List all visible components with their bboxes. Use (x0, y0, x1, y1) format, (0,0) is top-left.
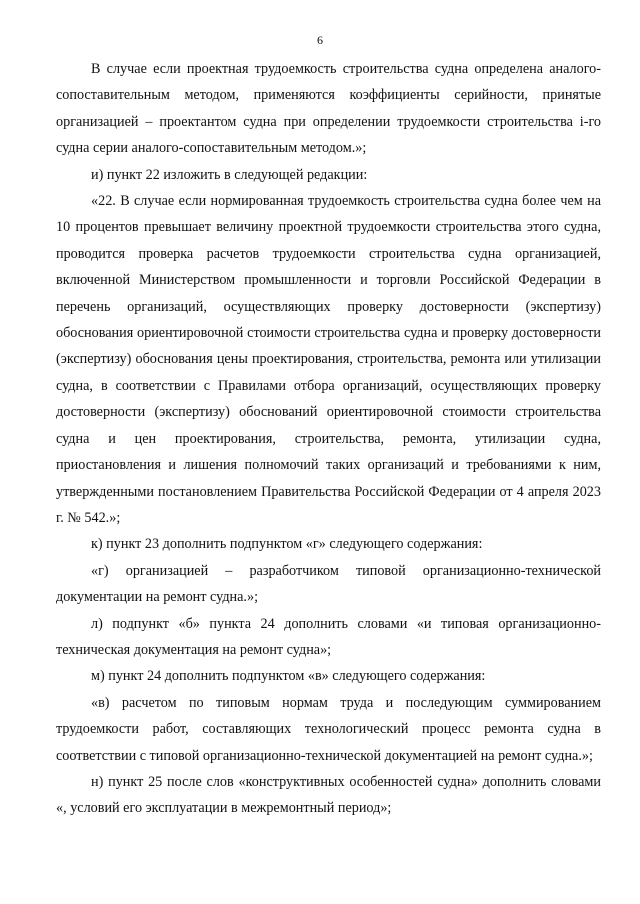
paragraph-seriality-coefficients: В случае если проектная трудоемкость строительства судна определена аналого-сопоставительным методом, применяются коэффициенты серийности, принятые организацией – проектантом судна при определении трудоемкости строительства i-го судна серии аналого-сопоставительным методом.»; (56, 61, 601, 157)
document-body (56, 56, 601, 822)
paragraph-subpoint-g: «г) организацией – разработчиком типовой организационно-технической документации на ремонт судна.»; (56, 562, 601, 606)
paragraph-item-m: м) пункт 24 дополнить подпунктом «в» следующего содержания: (91, 668, 486, 685)
paragraph-subpoint-v: «в) расчетом по типовым нормам труда и последующим суммированием трудоемкости работ, составляющих технологический процесс ремонта судна в соответствии с типовой организационно-технической документацией на ремонт судна.»; (56, 694, 601, 764)
paragraph-item-k: к) пункт 23 дополнить подпунктом «г» следующего содержания: (91, 536, 483, 553)
paragraph-item-l: л) подпункт «б» пункта 24 дополнить словами «и типовая организационно-техническая документация на ремонт судна»; (56, 615, 601, 658)
page-number: 6 (317, 33, 323, 47)
paragraph-item-i: и) пункт 22 изложить в следующей редакции: (91, 166, 368, 183)
paragraph-item-n: н) пункт 25 после слов «конструктивных особенностей судна» дополнить словами «, условий его эксплуатации в межремонтный период»; (56, 773, 601, 817)
paragraph-point-22: «22. В случае если нормированная трудоемкость строительства судна более чем на 10 процентов превышает величину проектной трудоемкости строительства этого судна, проводится проверка расчетов трудоемкости строительства судна организацией, включенной Министерством промышленности и торговли Российской Федерации в перечень организаций, осуществляющих проверку достоверности (экспертизу) обоснования ориентировочной стоимости строительства судна и проверку достоверности (экспертизу) обоснования цены проектирования, строительства, ремонта или утилизации судна, в соответствии с Правилами отбора организаций, осуществляющих проверку достоверности (экспертизу) обоснований ориентировочной стоимости строительства судна и цен проектирования, строительства, ремонта, утилизации судна, приостановления и лишения полномочий таких организаций и требованиями к ним, утвержденными постановлением Правительства Российской Федерации от 4 апреля 2023 г. № 542.»; (56, 193, 601, 526)
